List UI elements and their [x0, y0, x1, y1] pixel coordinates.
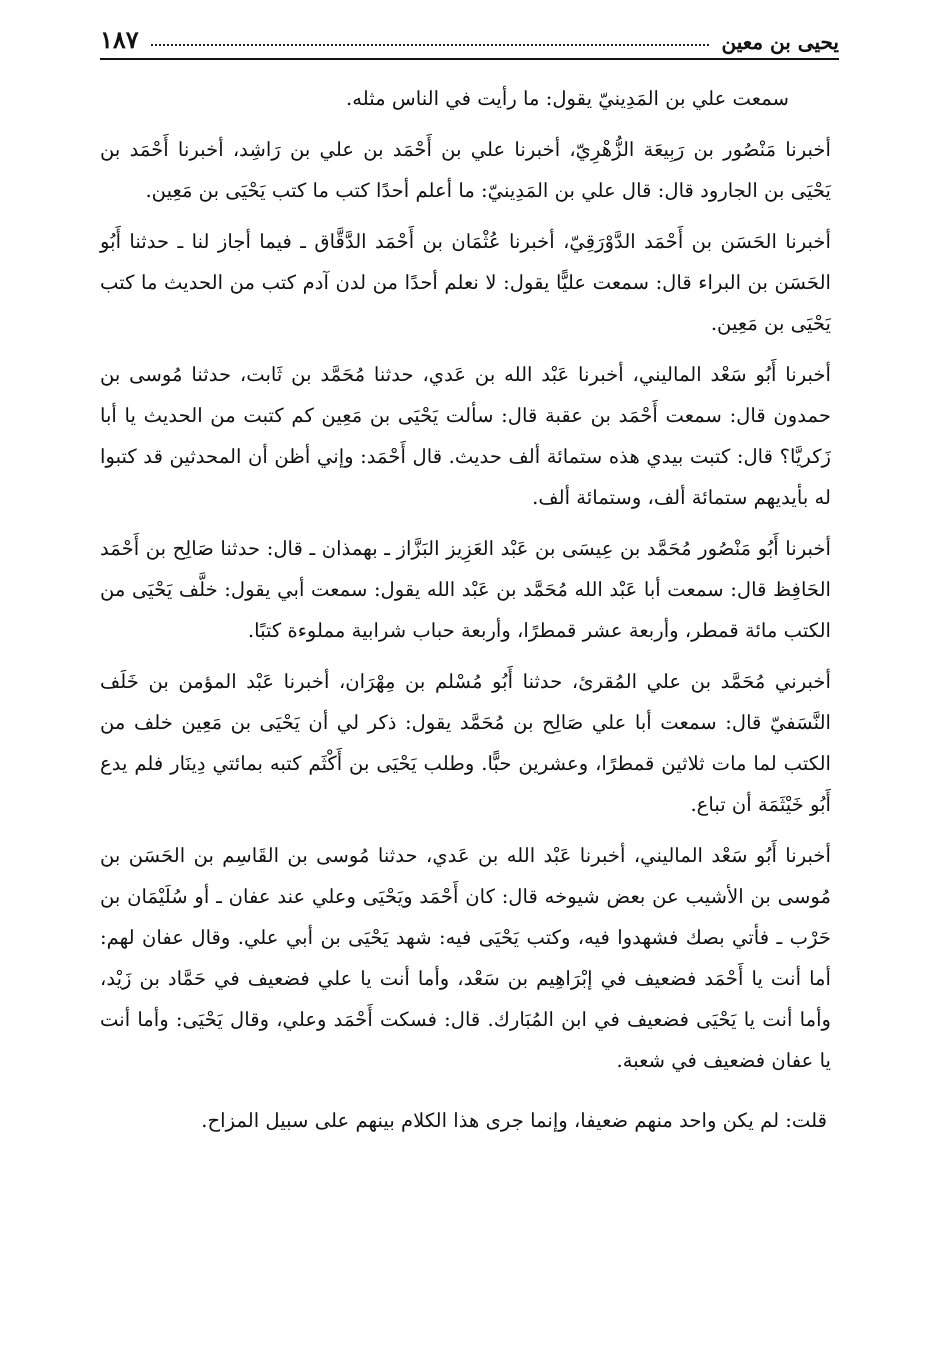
page-header	[100, 22, 839, 60]
page-number: ١٨٧	[100, 25, 139, 54]
page-body	[100, 78, 839, 1141]
paragraph-4: أخبرنا أَبُو سَعْد الماليني، أخبرنا عَبْد الله بن عَدي، حدثنا مُحَمَّد بن ثَابت، حدثنا مُوسى بن حمدون قال: سمعت أَحْمَد بن عقبة قال: سألت يَحْيَى بن مَعِين كم كتبت من الحديث يا أبا زَكريَّا؟ قال: كتبت بيدي هذه ستمائة ألف حديث. قال أَحْمَد: وإني أظن أن المحدثين قد كتبوا له بأيديهم ستمائة ألف، وستمائة ألف.	[100, 363, 831, 509]
paragraph-3: أخبرنا الحَسَن بن أَحْمَد الدَّوْرَقِيّ، أخبرنا عُثْمَان بن أَحْمَد الدَّقَّاق ـ فيما أجاز لنا ـ حدثنا أَبُو الحَسَن بن البراء قال: سمعت عليًّا يقول: لا نعلم أحدًا من لدن آدم كتب من الحديث ما كتب يَحْيَى بن مَعِين.	[100, 230, 831, 335]
paragraph-2: أخبرنا مَنْصُور بن رَبِيعَة الزُّهْرِيّ، أخبرنا علي بن أَحْمَد بن علي بن رَاشِد، أخبرنا أَحْمَد بن يَحْيَى بن الجارود قال: قال علي بن المَدِينيّ: ما أعلم أحدًا كتب ما كتب يَحْيَى بن مَعِين.	[100, 138, 831, 202]
paragraph-1: سمعت علي بن المَدِينيّ يقول: ما رأيت في الناس مثله.	[345, 87, 789, 110]
header-dot-leader	[151, 43, 710, 46]
paragraph-6: أخبرني مُحَمَّد بن علي المُقرئ، حدثنا أَبُو مُسْلم بن مِهْرَان، أخبرنا عَبْد المؤمن بن خَلَف النَّسَفيّ قال: سمعت أبا علي صَالِح بن مُحَمَّد يقول: ذكر لي أن يَحْيَى بن مَعِين خلف من الكتب لما مات ثلاثين قمطرًا، وعشرين حبًّا. وطلب يَحْيَى بن أَكْثَم كتبه بمائتي دِينَار فلم يدع أَبُو خَيْثَمَة أن تباع.	[100, 670, 831, 816]
closing-note: قلت: لم يكن واحد منهم ضعيفا، وإنما جرى هذا الكلام بينهم على سبيل المزاح.	[201, 1109, 827, 1132]
running-head: يحيى بن معين	[721, 30, 839, 54]
paragraph-5: أخبرنا أَبُو مَنْصُور مُحَمَّد بن عِيسَى بن عَبْد العَزِيز البَزَّاز ـ بهمذان ـ قال: حدثنا صَالِح بن أَحْمَد الحَافِظ قال: سمعت أبا عَبْد الله مُحَمَّد بن عَبْد الله يقول: سمعت أبي يقول: خلَّف يَحْيَى من الكتب مائة قمطر، وأربعة عشر قمطرًا، وأربعة حباب شرابية مملوءة كتبًا.	[100, 537, 831, 642]
paragraph-7: أخبرنا أَبُو سَعْد الماليني، أخبرنا عَبْد الله بن عَدي، حدثنا مُوسى بن القَاسِم بن الحَسَن بن مُوسى بن الأشيب عن بعض شيوخه قال: كان أَحْمَد ويَحْيَى وعلي عند عفان ـ أو سُلَيْمَان بن حَرْب ـ فأتي بصك فشهدوا فيه، وكتب يَحْيَى فيه: شهد يَحْيَى بن أبي علي. وقال عفان لهم: أما أنت يا أَحْمَد فضعيف في إبْرَاهِيم بن سَعْد، وأما أنت يا علي فضعيف في حَمَّاد بن زَيْد، وأما أنت يا يَحْيَى فضعيف في ابن المُبَارك. قال: فسكت أَحْمَد وعلي، وقال يَحْيَى: وأما أنت يا عفان فضعيف في شعبة.	[100, 844, 831, 1072]
